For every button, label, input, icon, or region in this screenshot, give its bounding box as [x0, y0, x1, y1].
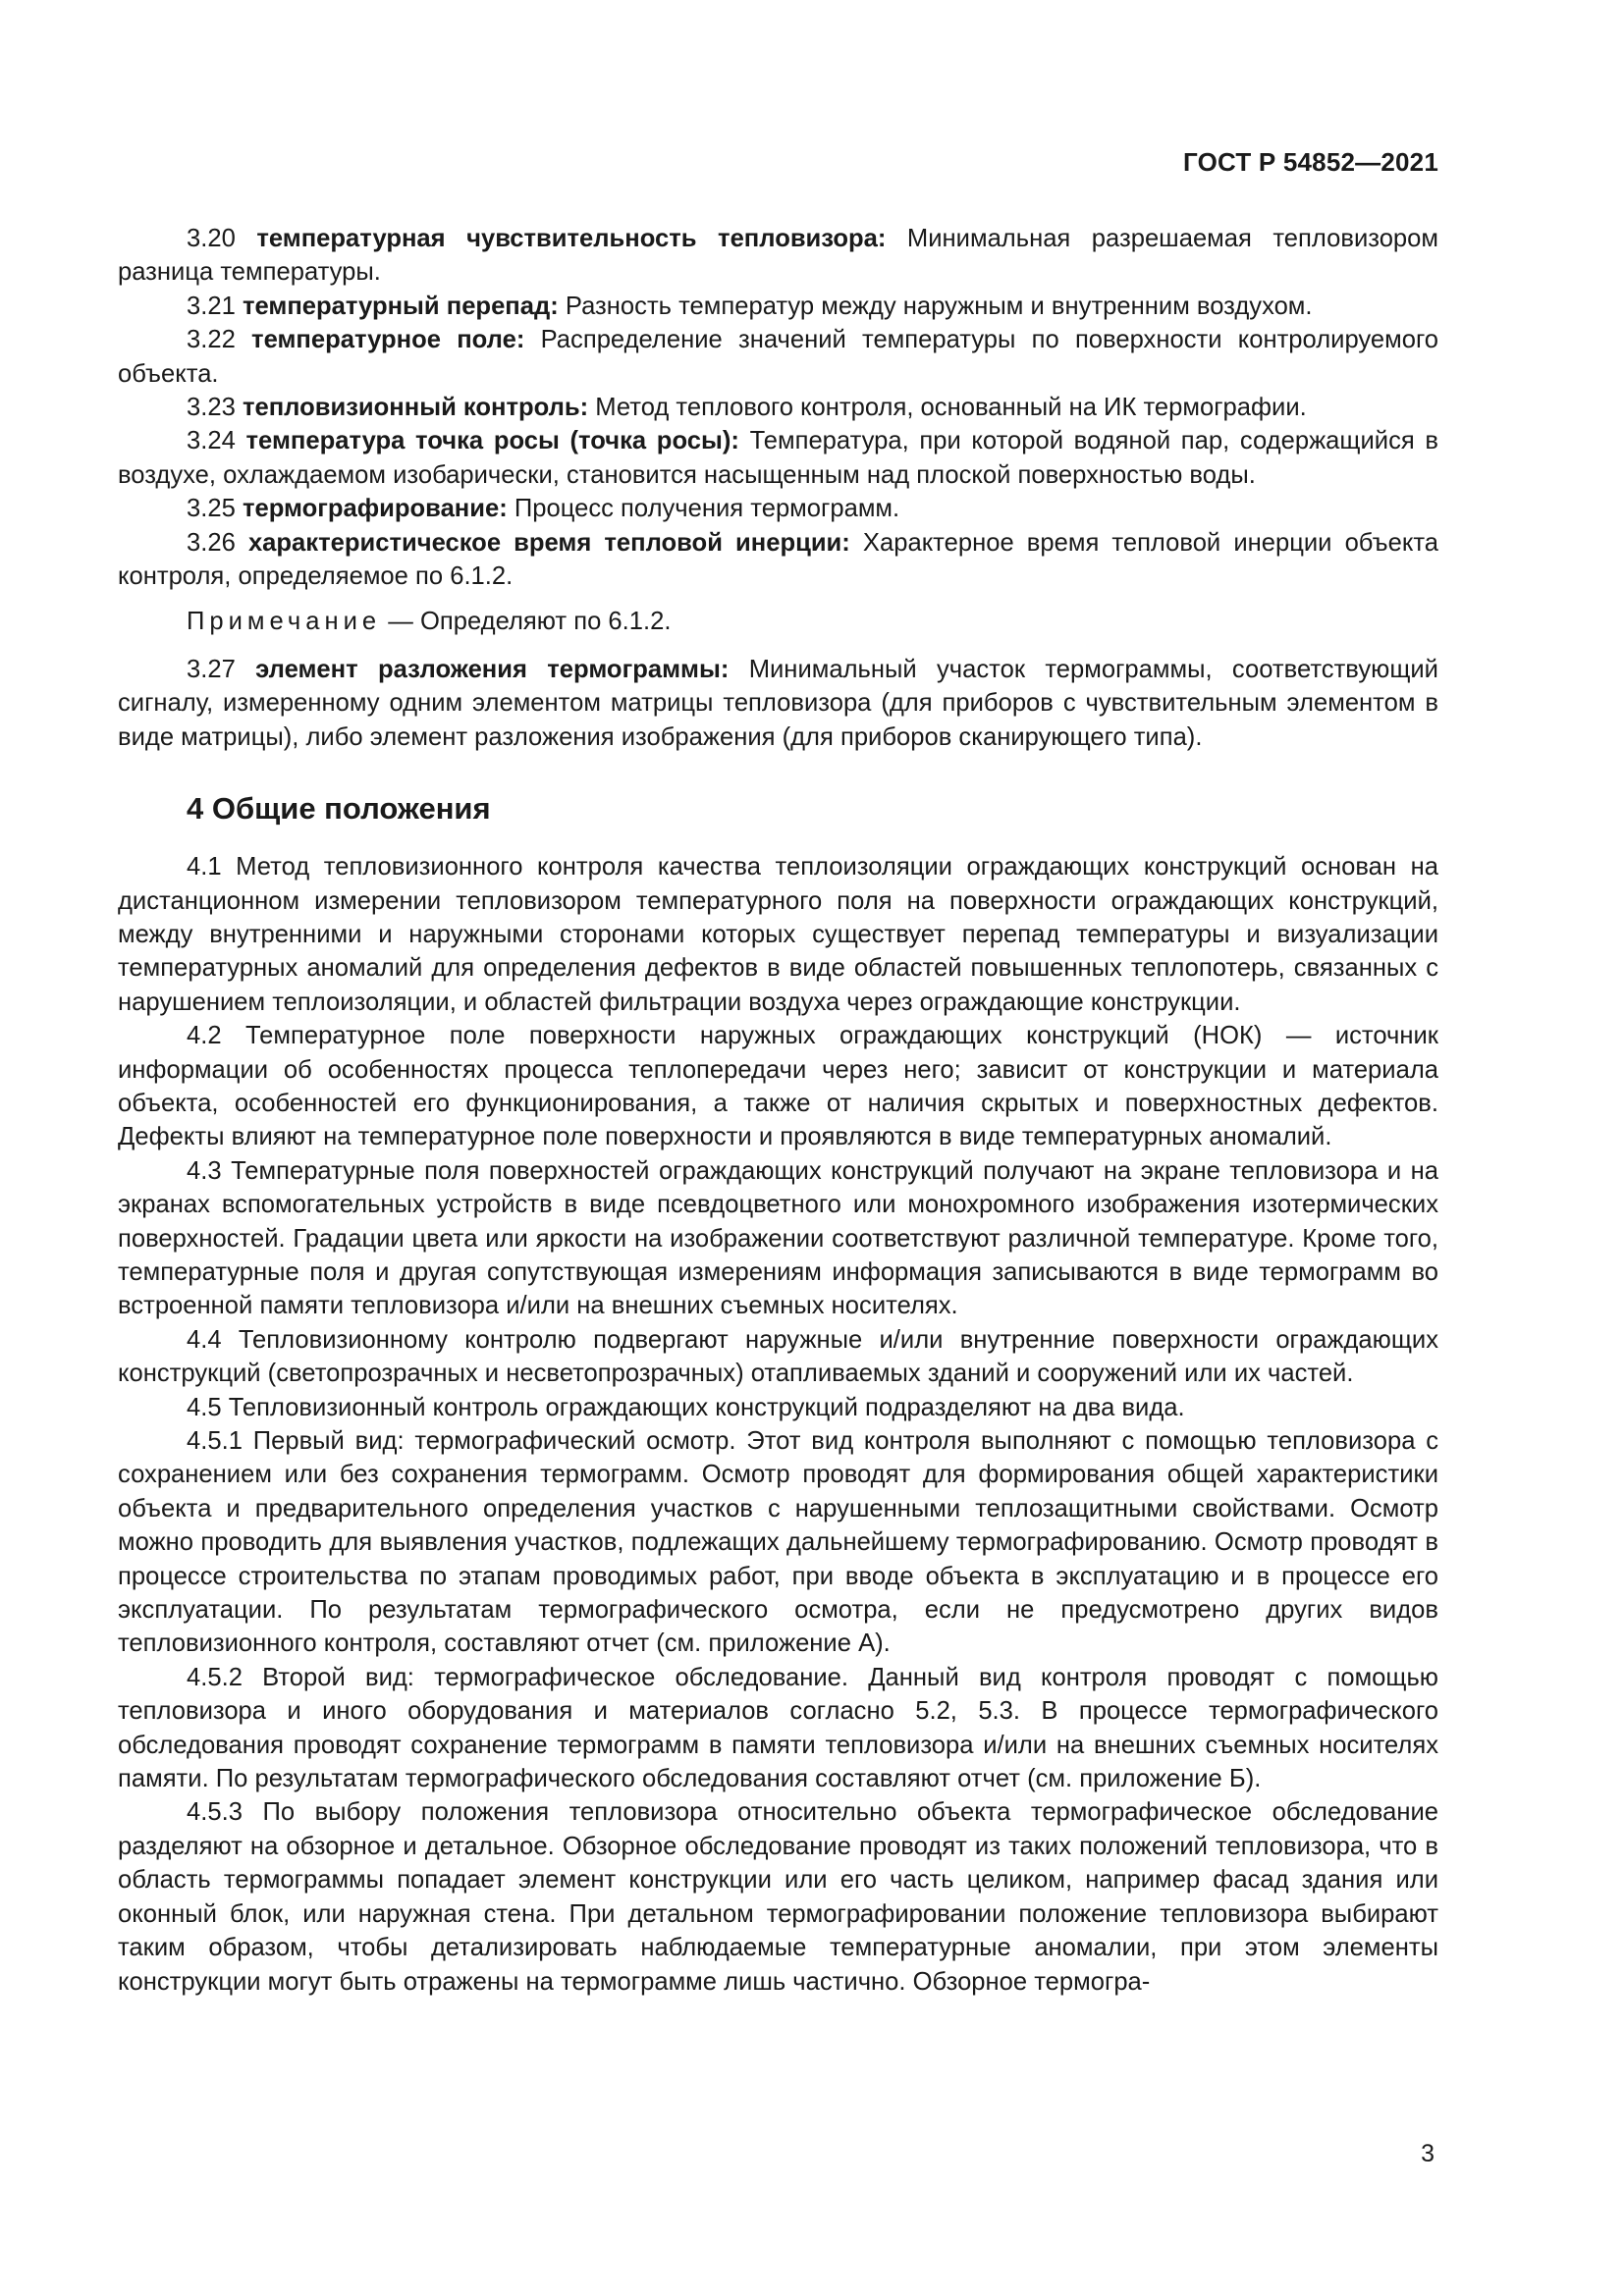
definition-text: Минимальная разрешаемая тепловизором разница температуры. — [118, 225, 1438, 287]
definition-3-21 — [118, 290, 1438, 323]
definition-number: 3.26 — [187, 528, 236, 557]
definition-number: 3.25 — [187, 495, 236, 523]
paragraph-4-5: 4.5 Тепловизионный контроль ограждающих конструкций подразделяют на два вида. — [187, 1393, 1185, 1421]
definition-text: Процесс получения термограмм. — [514, 495, 900, 523]
paragraph-4-5-2: 4.5.2 Второй вид: термографическое обследование. Данный вид контроля проводят с помощью тепловизора и иного оборудования и материалов согласно 5.2, 5.3. В процессе термографического обследования проводят сохранение термограмм в памяти тепловизора и/или на внешних съемных носителях памяти. По результатам термографического обследования составляют отчет (см. приложение Б). — [118, 1663, 1438, 1793]
definition-3-22 — [118, 323, 1438, 391]
paragraph-4-1: 4.1 Метод тепловизионного контроля качества теплоизоляции ограждающих конструкций основан на дистанционном измерении тепловизором температурного поля на поверхности ограждающих конструкций, между внутренними и наружными сторонами которых существует перепад температуры и визуализации температурных аномалий для определения дефектов в виде областей повышенных теплопотерь, связанных с нарушением теплоизоляции, и областей фильтрации воздуха через ограждающие конструкции. — [118, 853, 1438, 1016]
paragraph-4-3: 4.3 Температурные поля поверхностей ограждающих конструкций получают на экране тепловизора и на экранах вспомогательных устройств в виде псевдоцветного или монохромного изображения изотермических поверхностей. Градации цвета или яркости на изображении соответствуют различной температуре. Кроме того, температурные поля и другая сопутствующая измерениям информация записываются в виде термограмм во встроенной памяти тепловизора и/или на внешних съемных носителях. — [118, 1156, 1438, 1320]
definition-term: температурное поле: — [251, 326, 525, 354]
definition-term: температура точка росы (точка росы): — [245, 427, 739, 455]
definition-number: 3.23 — [187, 394, 236, 422]
section-heading: 4 Общие положения — [187, 791, 491, 827]
definition-number: 3.21 — [187, 292, 236, 320]
note-text: — Определяют по 6.1.2. — [388, 608, 672, 636]
definition-term: температурный перепад: — [242, 292, 559, 320]
definition-text: Минимальный участок термограммы, соответствующий сигналу, измеренному одним элементом матрицы тепловизора (для приборов с чувствительным элементом в виде матрицы), либо элемент разложения изображения (для приборов сканирующего типа). — [118, 655, 1438, 751]
definition-number: 3.22 — [187, 326, 236, 354]
definition-term: элемент разложения термограммы: — [255, 655, 730, 683]
paragraph-4-2: 4.2 Температурное поле поверхности наружных ограждающих конструкций (НОК) — источник информации об особенностях процесса теплопередачи через него; зависит от конструкции и материала объекта, особенностей его функционирования, а также от наличия скрытых и поверхностных дефектов. Дефекты влияют на температурное поле поверхности и проявляются в виде температурных аномалий. — [118, 1022, 1438, 1151]
definition-term: тепловизионный контроль: — [242, 394, 589, 422]
definition-3-27 — [118, 653, 1438, 754]
definition-3-20 — [118, 222, 1438, 290]
definition-text: Температура, при которой водяной пар, содержащийся в воздухе, охлаждаемом изобарически, становится насыщенным над плоской поверхностью воды. — [118, 427, 1438, 489]
definition-3-25 — [118, 492, 1438, 525]
definition-term: температурная чувствительность тепловизора: — [256, 225, 887, 252]
paragraph-4-5-1: 4.5.1 Первый вид: термографический осмотр. Этот вид контроля выполняют с помощью тепловизора с сохранением или без сохранения термограмм. Осмотр проводят для формирования общей характеристики объекта и предварительного определения участков с нарушенными теплозащитными свойствами. Осмотр можно проводить для выявления участков, подлежащих дальнейшему термографированию. Осмотр проводят в процессе строительства по этапам проводимых работ, при вводе объекта в эксплуатацию и в процессе его эксплуатации. По результатам термографического осмотра, если не предусмотрено других видов тепловизионного контроля, составляют отчет (см. приложение А). — [118, 1427, 1438, 1658]
definition-3-23 — [118, 391, 1438, 424]
definition-number: 3.27 — [187, 655, 236, 683]
definition-term: термографирование: — [242, 495, 508, 523]
definition-text: Метод теплового контроля, основанный на ИК термографии. — [595, 394, 1307, 422]
definition-number: 3.20 — [187, 225, 236, 252]
definition-3-24 — [118, 424, 1438, 492]
page-body — [118, 222, 1438, 1999]
paragraph-4-5-3: 4.5.3 По выбору положения тепловизора относительно объекта термографическое обследование разделяют на обзорное и детальное. Обзорное обследование проводят из таких положений тепловизора, что в область термограммы попадает элемент конструкции или его часть целиком, например фасад здания или оконный блок, или наружная стена. При детальном термографировании положение тепловизора выбирают таким образом, чтобы детализировать наблюдаемые температурные аномалии, при этом элементы конструкции могут быть отражены на термограмме лишь частично. Обзорное термогра- — [118, 1798, 1438, 1996]
definition-text: Распределение значений температуры по поверхности контролируемого объекта. — [118, 326, 1438, 388]
definition-number: 3.24 — [187, 427, 236, 455]
page-number: 3 — [1421, 2140, 1435, 2167]
definition-3-26 — [118, 526, 1438, 594]
definition-term: характеристическое время тепловой инерции: — [247, 528, 850, 557]
paragraph-4-4: 4.4 Тепловизионному контролю подвергают наружные и/или внутренние поверхности ограждающих конструкций (светопрозрачных и несветопрозрачных) отапливаемых зданий и сооружений или их частей. — [118, 1325, 1438, 1388]
definition-text: Характерное время тепловой инерции объекта контроля, определяемое по 6.1.2. — [118, 528, 1438, 591]
note — [118, 605, 1438, 638]
note-label: Примечание — [187, 608, 382, 636]
document-code: ГОСТ Р 54852—2021 — [1183, 147, 1438, 177]
definition-text: Разность температур между наружным и внутренним воздухом. — [565, 292, 1313, 320]
